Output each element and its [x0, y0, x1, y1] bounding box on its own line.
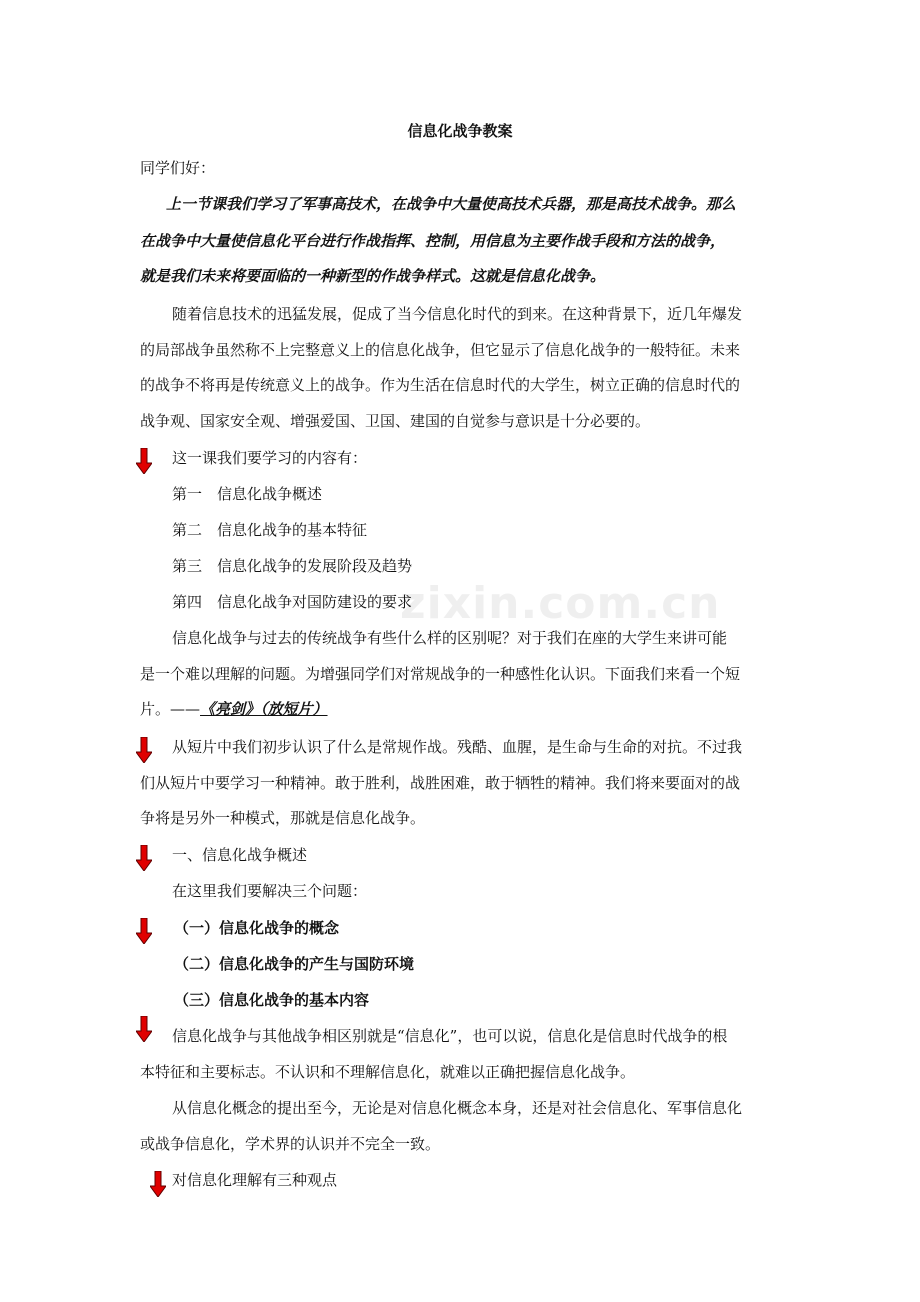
- contents-item-3: 第三 信息化战争的发展阶段及趋势: [172, 557, 413, 575]
- section1-heading: 一、信息化战争概述: [172, 846, 308, 864]
- para1-line-2: 的局部战争虽然称不上完整意义上的信息化战争，但它显示了信息化战争的一般特征。未来: [140, 341, 741, 359]
- contents-item-1: 第一 信息化战争概述: [172, 485, 323, 503]
- para2-line-1: 信息化战争与过去的传统战争有些什么样的区别呢？对于我们在座的大学生来讲可能: [172, 629, 728, 647]
- red-down-arrow-icon: [150, 1171, 166, 1197]
- page-title: 信息化战争教案: [407, 122, 513, 140]
- para5-line-2: 或战争信息化，学术界的认识并不完全一致。: [140, 1135, 441, 1153]
- intro-line-2: 在战争中大量使信息化平台进行作战指挥、控制，用信息为主要作战手段和方法的战争，: [140, 232, 726, 250]
- para3-line-3: 争将是另外一种模式，那就是信息化战争。: [140, 809, 426, 827]
- para6: 对信息化理解有三种观点: [172, 1171, 338, 1189]
- para4-line-1: 信息化战争与其他战争相区别就是“信息化”，也可以说，信息化是信息时代战争的根: [172, 1027, 728, 1045]
- contents-intro: 这一课我们要学习的内容有：: [172, 449, 368, 467]
- para4-line-2: 本特征和主要标志。不认识和不理解信息化，就难以正确把握信息化战争。: [140, 1063, 636, 1081]
- red-down-arrow-icon: [136, 918, 152, 944]
- section1-intro: 在这里我们要解决三个问题：: [172, 882, 368, 900]
- para2-line-3: [140, 698, 328, 719]
- film-link[interactable]: 《亮剑》（放短片）: [200, 700, 328, 718]
- red-down-arrow-icon: [136, 845, 152, 871]
- red-down-arrow-icon: [136, 737, 152, 763]
- para2-prefix: 片。——: [140, 700, 201, 718]
- contents-item-4: 第四 信息化战争对国防建设的要求: [172, 593, 413, 611]
- intro-line-3: 就是我们未来将要面临的一种新型的作战争样式。这就是信息化战争。: [140, 267, 606, 285]
- question-1: （一）信息化战争的概念: [174, 919, 340, 937]
- para3-line-1: 从短片中我们初步认识了什么是常规作战。残酷、血腥，是生命与生命的对抗。不过我: [172, 738, 743, 756]
- para5-line-1: 从信息化概念的提出至今，无论是对信息化概念本身，还是对社会信息化、军事信息化: [172, 1099, 743, 1117]
- question-2: （二）信息化战争的产生与国防环境: [174, 955, 415, 973]
- question-3: （三）信息化战争的基本内容: [174, 991, 370, 1009]
- para3-line-2: 们从短片中要学习一种精神。敢于胜利，战胜困难，敢于牺牲的精神。我们将来要面对的战: [140, 774, 741, 792]
- para1-line-4: 战争观、国家安全观、增强爱国、卫国、建国的自觉参与意识是十分必要的。: [140, 412, 651, 430]
- red-down-arrow-icon: [136, 1016, 152, 1042]
- intro-line-1: 上一节课我们学习了军事高技术，在战争中大量使高技术兵器，那是高技术战争。那么: [166, 195, 737, 213]
- contents-item-2: 第二 信息化战争的基本特征: [172, 521, 368, 539]
- para1-line-3: 的战争不将再是传统意义上的战争。作为生活在信息时代的大学生，树立正确的信息时代的: [140, 376, 741, 394]
- para1-line-1: 随着信息技术的迅猛发展，促成了当今信息化时代的到来。在这种背景下，近几年爆发: [172, 305, 743, 323]
- greeting: 同学们好：: [140, 159, 216, 177]
- watermark: zixin.com.cn: [400, 578, 721, 629]
- para2-line-2: 是一个难以理解的问题。为增强同学们对常规战争的一种感性化认识。下面我们来看一个短: [140, 665, 741, 683]
- red-down-arrow-icon: [136, 448, 152, 474]
